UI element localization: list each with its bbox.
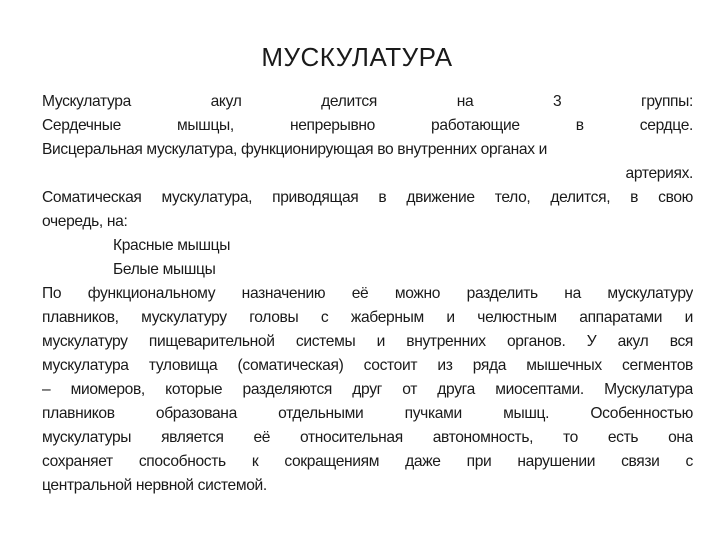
page-title: МУСКУЛАТУРА	[261, 42, 453, 72]
text-line: Соматическая мускулатура, приводящая в движение тело, делится, в свою	[42, 189, 693, 206]
text-line: артериях.	[625, 165, 693, 182]
text-line: Сердечные мышцы, непрерывно работающие в сердце.	[42, 117, 693, 134]
body-text	[42, 90, 693, 498]
text-line: сохраняет способность к сокращениям даже при нарушении связи с	[42, 453, 693, 470]
text-line: плавников, мускулатуру головы с жаберным и челюстным аппаратами и	[42, 309, 693, 326]
text-line: Висцеральная мускулатура, функционирующая во внутренних органах и	[42, 141, 547, 158]
list-item-red-muscles: Красные мышцы	[113, 237, 231, 254]
text-line: очередь, на:	[42, 213, 128, 230]
text-line: центральной нервной системой.	[42, 477, 267, 494]
list-item-white-muscles: Белые мышцы	[113, 261, 216, 278]
text-line: плавников образована отдельными пучками мышц. Особенностью	[42, 405, 693, 422]
text-line: мускулатуры является её относительная автономность, то есть она	[42, 429, 693, 446]
text-line: По функциональному назначению её можно разделить на мускулатуру	[42, 285, 693, 302]
text-line: – миомеров, которые разделяются друг от друга миосептами. Мускулатура	[42, 381, 693, 398]
text-line: мускулатура туловища (соматическая) состоит из ряда мышечных сегментов	[42, 357, 693, 374]
text-line: Мускулатура акул делится на 3 группы:	[42, 93, 693, 110]
text-line: мускулатуру пищеварительной системы и внутренних органов. У акул вся	[42, 333, 693, 350]
